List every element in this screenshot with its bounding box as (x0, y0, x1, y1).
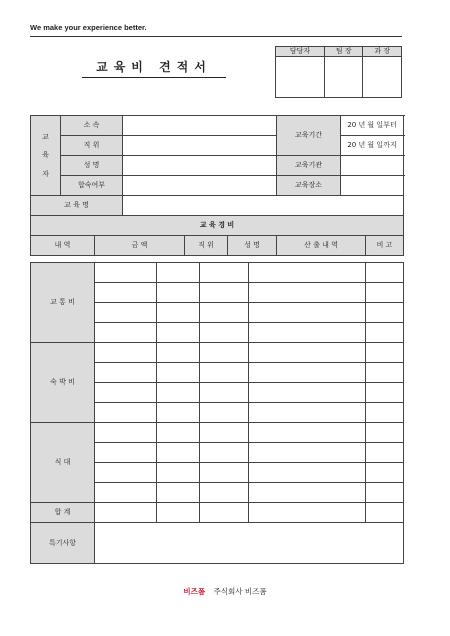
expense-cell[interactable] (95, 403, 157, 423)
expense-category-label: 숙 박 비 (31, 343, 95, 423)
expense-cell[interactable] (200, 323, 249, 343)
expense-cell[interactable] (249, 483, 366, 503)
expense-cell[interactable] (157, 383, 200, 403)
expense-cell[interactable] (249, 343, 366, 363)
expense-cell[interactable] (200, 423, 249, 443)
col-header-position: 직 위 (185, 236, 228, 256)
document-title: 교육비 견적서 (96, 60, 212, 74)
tagline: We make your experience better. (30, 23, 147, 32)
expense-cell[interactable] (95, 363, 157, 383)
expense-cell[interactable] (95, 423, 157, 443)
expense-cell[interactable] (95, 463, 157, 483)
affiliation-field[interactable] (123, 116, 277, 136)
expense-category-label: 식 대 (31, 423, 95, 503)
expense-cell[interactable] (95, 443, 157, 463)
expense-cell[interactable] (366, 323, 404, 343)
expense-cell[interactable] (366, 343, 404, 363)
name-label: 성 명 (61, 156, 123, 176)
expense-cell[interactable] (249, 463, 366, 483)
expense-cell[interactable] (366, 463, 404, 483)
trainee-label-1: 교 (42, 133, 49, 142)
expense-cell[interactable] (157, 443, 200, 463)
footer (0, 586, 450, 597)
expense-cell[interactable] (200, 363, 249, 383)
expense-cell[interactable] (249, 403, 366, 423)
expense-row (31, 343, 404, 363)
affiliation-label: 소 속 (61, 116, 123, 136)
total-row (31, 503, 404, 523)
expense-cell[interactable] (157, 323, 200, 343)
expense-cell[interactable] (249, 423, 366, 443)
expense-cell[interactable] (157, 303, 200, 323)
expense-row (31, 263, 404, 283)
expense-cell[interactable] (200, 403, 249, 423)
name-field[interactable] (123, 156, 277, 176)
approval-header-team-lead: 팀 장 (324, 47, 363, 57)
period-end-field[interactable]: 20 년 월 일까지 (341, 136, 404, 156)
lodging-label: 합숙여부 (61, 176, 123, 196)
expense-cell[interactable] (157, 263, 200, 283)
total-label: 합 계 (31, 503, 95, 523)
expense-cell[interactable] (95, 343, 157, 363)
institution-field[interactable] (341, 156, 404, 176)
expense-cell[interactable] (200, 383, 249, 403)
institution-label: 교육기관 (277, 156, 341, 176)
expense-section-title: 교 육 경 비 (31, 216, 404, 236)
col-header-note: 비 고 (366, 236, 404, 256)
expense-cell[interactable] (249, 263, 366, 283)
col-header-name: 성 명 (228, 236, 277, 256)
total-cell[interactable] (366, 503, 404, 523)
course-name-label: 교 육 명 (31, 196, 123, 216)
trainee-label-3: 자 (42, 169, 49, 178)
col-header-amount: 금 액 (95, 236, 185, 256)
expense-table (30, 262, 404, 564)
total-cell[interactable] (157, 503, 200, 523)
approval-box (275, 46, 402, 98)
expense-cell[interactable] (157, 423, 200, 443)
lodging-field[interactable] (123, 176, 277, 196)
expense-cell[interactable] (200, 283, 249, 303)
total-cell[interactable] (249, 503, 366, 523)
estimate-form (30, 115, 404, 256)
remarks-row (31, 523, 404, 564)
position-field[interactable] (123, 136, 277, 156)
expense-cell[interactable] (366, 443, 404, 463)
expense-cell[interactable] (157, 363, 200, 383)
approval-sign-team-lead[interactable] (324, 57, 363, 98)
brand-logo: 비즈폼 (183, 587, 206, 596)
expense-cell[interactable] (95, 323, 157, 343)
trainee-group-label (31, 116, 61, 196)
expense-cell[interactable] (200, 303, 249, 323)
expense-row (31, 423, 404, 443)
expense-cell[interactable] (366, 483, 404, 503)
expense-cell[interactable] (95, 483, 157, 503)
trainee-label-2: 육 (42, 151, 49, 160)
venue-label: 교육장소 (277, 176, 341, 196)
remarks-field[interactable] (95, 523, 404, 564)
expense-cell[interactable] (95, 303, 157, 323)
expense-cell[interactable] (249, 443, 366, 463)
expense-cell[interactable] (200, 483, 249, 503)
expense-cell[interactable] (157, 343, 200, 363)
expense-cell[interactable] (249, 323, 366, 343)
approval-header-staff: 담당자 (276, 47, 325, 57)
col-header-calculation: 산 출 내 역 (277, 236, 366, 256)
expense-cell[interactable] (200, 443, 249, 463)
expense-cell[interactable] (200, 463, 249, 483)
position-label: 직 위 (61, 136, 123, 156)
expense-cell[interactable] (366, 363, 404, 383)
approval-header-manager: 과 장 (363, 47, 402, 57)
expense-cell[interactable] (200, 263, 249, 283)
remarks-label: 특기사항 (31, 523, 95, 564)
total-cell[interactable] (95, 503, 157, 523)
approval-sign-manager[interactable] (363, 57, 402, 98)
expense-cell[interactable] (157, 403, 200, 423)
expense-cell[interactable] (366, 303, 404, 323)
expense-cell[interactable] (366, 263, 404, 283)
approval-sign-staff[interactable] (276, 57, 325, 98)
expense-cell[interactable] (95, 263, 157, 283)
expense-cell[interactable] (249, 303, 366, 323)
venue-field[interactable] (341, 176, 404, 196)
expense-cell[interactable] (249, 283, 366, 303)
title-underline (82, 77, 226, 78)
period-label: 교육기간 (277, 116, 341, 156)
company-name: 주식회사 비즈폼 (213, 587, 267, 596)
expense-cell[interactable] (249, 363, 366, 383)
course-name-field[interactable] (123, 196, 404, 216)
expense-cell[interactable] (157, 463, 200, 483)
expense-cell[interactable] (95, 283, 157, 303)
expense-cell[interactable] (157, 483, 200, 503)
period-start-field[interactable]: 20 년 월 일부터 (341, 116, 404, 136)
expense-cell[interactable] (200, 343, 249, 363)
expense-cell[interactable] (366, 423, 404, 443)
expense-cell[interactable] (95, 383, 157, 403)
expense-cell[interactable] (249, 383, 366, 403)
expense-cell[interactable] (366, 283, 404, 303)
expense-cell[interactable] (157, 283, 200, 303)
header-divider (30, 36, 402, 37)
expense-category-label: 교 통 비 (31, 263, 95, 343)
total-cell[interactable] (200, 503, 249, 523)
expense-cell[interactable] (366, 383, 404, 403)
col-header-item: 내 역 (31, 236, 95, 256)
expense-cell[interactable] (366, 403, 404, 423)
